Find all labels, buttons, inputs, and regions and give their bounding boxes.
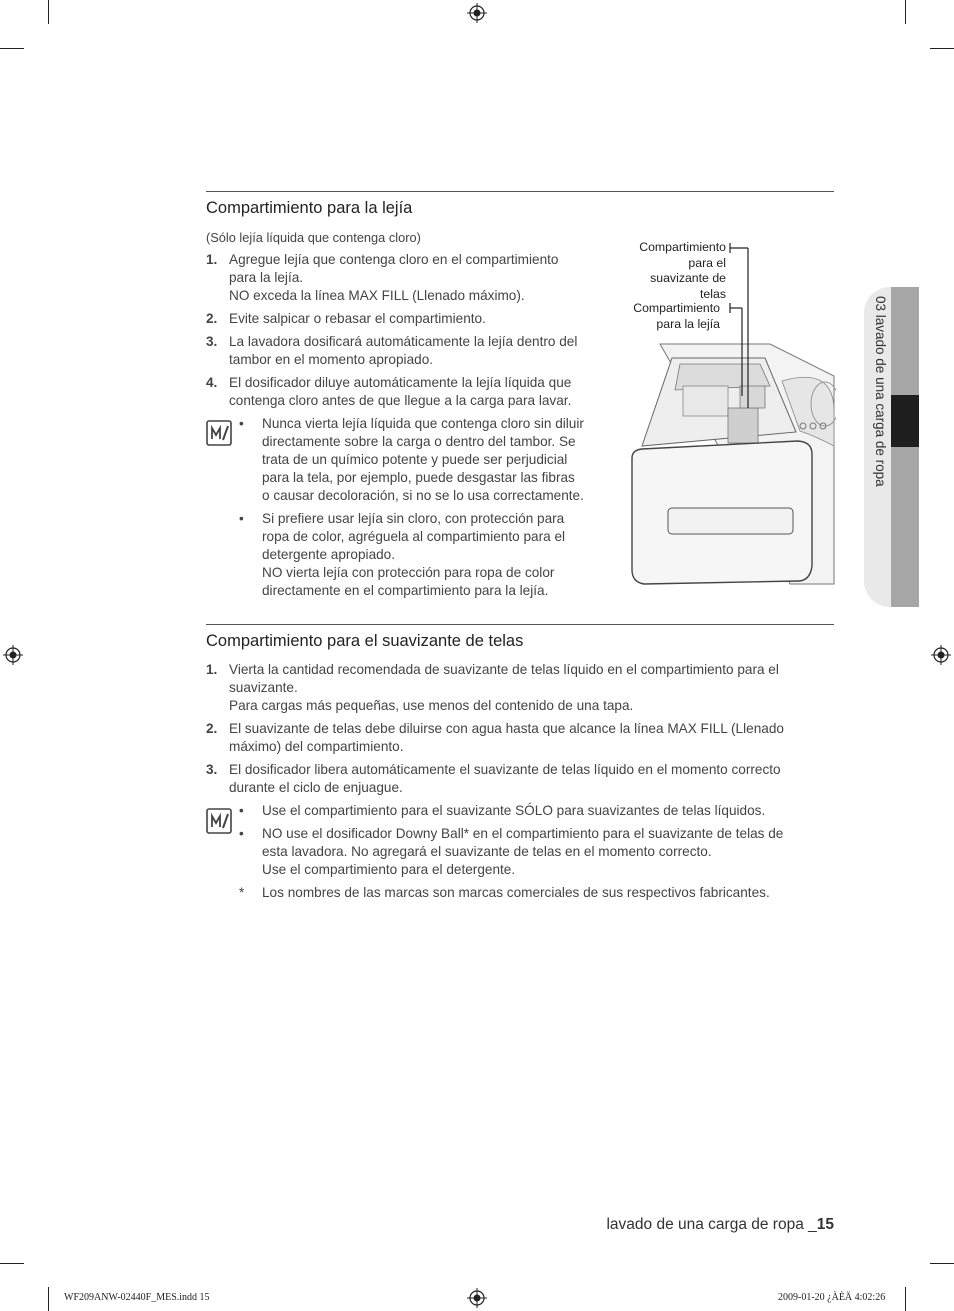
callout-line: telas (700, 286, 726, 301)
text-line: NO use el dosificador Downy Ball* en el compartimiento para el suavizante de telas de (262, 826, 784, 841)
note-item (262, 510, 565, 600)
step-number: 2. (206, 311, 218, 326)
text-line: El dosificador diluye automáticamente la lejía líquida que (229, 375, 572, 390)
step-item (229, 333, 577, 369)
text-line: Si prefiere usar lejía sin cloro, con protección para (262, 511, 565, 526)
text-line: ropa de color, agréguela al compartimiento para el (262, 529, 566, 544)
chapter-tab-band (891, 287, 919, 607)
text-line: contenga cloro antes de que llegue a la carga para lavar. (229, 393, 572, 408)
step-item (229, 720, 784, 756)
registration-mark-icon (3, 645, 23, 665)
note-item (262, 825, 783, 879)
text-line: NO exceda la línea MAX FILL (Llenado máximo). (229, 288, 525, 303)
page-number: 15 (816, 1216, 834, 1233)
crop-mark (930, 1263, 954, 1264)
footer-text: lavado de una carga de ropa _ (606, 1216, 817, 1233)
callout-bleach-compartment (600, 301, 720, 332)
step-item (229, 761, 781, 797)
crop-mark (905, 1287, 906, 1311)
text-line: NO vierta lejía con protección para ropa de color (262, 565, 555, 580)
step-item (229, 251, 558, 305)
note-item (262, 415, 584, 505)
text-line: para la lejía. (229, 270, 304, 285)
text-line: Use el compartimiento para el suavizante SÓLO para suavizantes de telas líquidos. (262, 803, 766, 818)
registration-mark-icon (467, 3, 487, 23)
text-line: directamente en el compartimiento para la lejía. (262, 583, 549, 598)
text-line: Para cargas más pequeñas, use menos del contenido de una tapa. (229, 698, 634, 713)
text-line: Nunca vierta lejía líquida que contenga cloro sin diluir (262, 416, 584, 431)
text-line: La lavadora dosificará automáticamente la lejía dentro del (229, 334, 578, 349)
note-item (262, 884, 770, 902)
text-line: trata de un químico potente y puede ser perjudicial (262, 452, 568, 467)
bullet-marker: • (239, 803, 244, 818)
print-slug-right: 2009-01-20 ¿ÀÈÄ 4:02:26 (778, 1292, 886, 1303)
bullet-marker: • (239, 826, 244, 841)
callout-line: para la lejía (656, 316, 720, 331)
crop-mark (905, 0, 906, 24)
note-icon (206, 808, 232, 834)
text-line: máximo) del compartimiento. (229, 739, 404, 754)
note-item (262, 802, 765, 820)
bullet-marker: * (239, 885, 245, 900)
text-line: Evite salpicar o rebasar el compartimiento. (229, 311, 486, 326)
section-divider (206, 624, 834, 625)
text-line: directamente sobre la carga o dentro del tambor. Se (262, 434, 576, 449)
text-line: Agregue lejía que contenga cloro en el compartimiento (229, 252, 559, 267)
crop-mark (930, 48, 954, 49)
text-line: Los nombres de las marcas son marcas comerciales de sus respectivos fabricantes. (262, 885, 770, 900)
step-number: 1. (206, 662, 218, 677)
bullet-marker: • (239, 511, 244, 526)
callout-line: Compartimiento (639, 240, 726, 254)
step-item (229, 310, 486, 328)
step-number: 1. (206, 252, 218, 267)
text-line: o causar decoloración, si no se lo usa correctamente. (262, 488, 584, 503)
callout-line: Compartimiento (633, 301, 720, 315)
text-line: para la tela, por ejemplo, puede desgastar las fibras (262, 470, 575, 485)
text-line: durante el ciclo de enjuague. (229, 780, 403, 795)
section-title-softener: Compartimiento para el suavizante de telas (206, 632, 524, 650)
text-line: esta lavadora. No agregará el suavizante de telas en el momento correcto. (262, 844, 712, 859)
section-subtitle: (Sólo lejía líquida que contenga cloro) (206, 230, 421, 245)
text-line: tambor en el momento apropiado. (229, 352, 434, 367)
text-line: Use el compartimiento para el detergente. (262, 862, 516, 877)
chapter-tab-label: 03 lavado de una carga de ropa (873, 296, 888, 487)
step-item (229, 661, 779, 715)
text-line: El dosificador libera automáticamente el suavizante de telas líquido en el momento correcto (229, 762, 781, 777)
text-line: El suavizante de telas debe diluirse con agua hasta que alcance la línea MAX FILL (Llenado (229, 721, 784, 736)
step-number: 3. (206, 762, 218, 777)
callout-softener-compartment (600, 240, 726, 302)
crop-mark (0, 48, 24, 49)
crop-mark (0, 1263, 24, 1264)
callout-line: suavizante de (650, 271, 726, 285)
chapter-tab-marker (891, 395, 919, 447)
step-item (229, 374, 571, 410)
page-footer (606, 1216, 834, 1234)
section-divider (206, 191, 834, 192)
crop-mark (48, 0, 49, 24)
text-line: suavizante. (229, 680, 298, 695)
registration-mark-icon (931, 645, 951, 665)
bullet-marker: • (239, 416, 244, 431)
note-icon (206, 420, 232, 446)
section-title-bleach: Compartimiento para la lejía (206, 199, 413, 217)
step-number: 4. (206, 375, 218, 390)
crop-mark (48, 1287, 49, 1311)
text-line: detergente apropiado. (262, 547, 396, 562)
step-number: 3. (206, 334, 218, 349)
text-line: Vierta la cantidad recomendada de suavizante de telas líquido en el compartimiento para el (229, 662, 779, 677)
registration-mark-icon (467, 1288, 487, 1308)
callout-line: para el (688, 255, 726, 270)
print-slug-left: WF209ANW-02440F_MES.indd 15 (64, 1292, 210, 1303)
step-number: 2. (206, 721, 218, 736)
